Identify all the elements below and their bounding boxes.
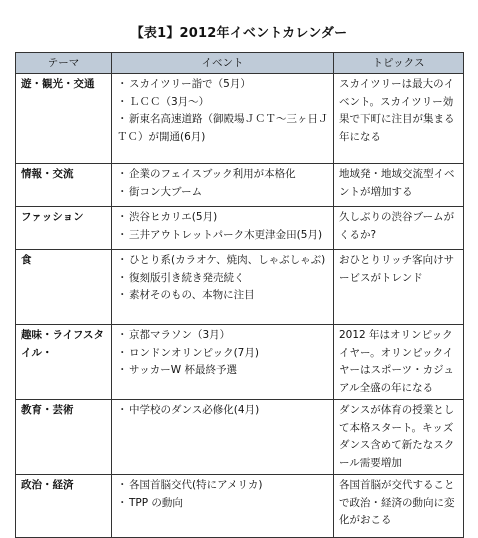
event-item bbox=[117, 94, 328, 112]
theme-cell: 食 bbox=[16, 250, 112, 325]
event-text: 復刻版引き続き発売続く bbox=[129, 271, 245, 284]
bullet-icon: ・ bbox=[117, 346, 128, 359]
bullet-icon: ・ bbox=[117, 289, 128, 301]
event-item bbox=[117, 287, 328, 305]
table-row bbox=[16, 164, 464, 207]
bullet-icon: ・ bbox=[117, 479, 128, 491]
bullet-icon: ・ bbox=[117, 113, 128, 125]
event-item bbox=[117, 166, 328, 184]
event-item bbox=[117, 252, 328, 270]
table-row bbox=[16, 400, 464, 475]
event-text: 渋谷ヒカリエ(5月) bbox=[129, 211, 218, 223]
table-row bbox=[16, 325, 464, 400]
event-text: 新東名高速道路（御殿場ＪＣＴ〜三ヶ日Ｊ bbox=[129, 113, 329, 125]
event-item bbox=[117, 184, 328, 202]
topics-cell: ダンスが体育の授業として本格スタート。キッズダンス含めて新たなスクール需要増加 bbox=[334, 400, 464, 475]
bullet-icon: ・ bbox=[117, 168, 128, 180]
event-item bbox=[117, 402, 328, 420]
theme-cell: 教育・芸術 bbox=[16, 400, 112, 475]
table-row bbox=[16, 207, 464, 250]
event-text: スカイツリー詣で（5月） bbox=[129, 78, 251, 90]
bullet-icon: ・ bbox=[117, 404, 128, 416]
bullet-icon: ・ bbox=[117, 78, 128, 90]
topics-cell: おひとりリッチ客向けサービスがトレンド bbox=[334, 250, 464, 325]
event-item bbox=[117, 227, 328, 245]
table-title: 【表1】2012年イベントカレンダー bbox=[130, 26, 348, 41]
event-item bbox=[117, 327, 328, 345]
event-cell bbox=[112, 164, 334, 207]
bullet-icon: ・ bbox=[117, 211, 128, 223]
topics-cell: 各国首脳が交代することで政治・経済の動向に変化がおこる bbox=[334, 475, 464, 538]
event-text: 企業のフェイスブック利用が本格化 bbox=[129, 168, 296, 180]
theme-cell: 政治・経済 bbox=[16, 475, 112, 538]
bullet-icon: ・ bbox=[117, 364, 128, 376]
header-topics: トピックス bbox=[334, 53, 464, 74]
table-row bbox=[16, 74, 464, 164]
bullet-icon: ・ bbox=[117, 329, 128, 341]
event-text: TPP の動向 bbox=[129, 496, 183, 509]
topics-cell: 久しぶりの渋谷ブームがくるか? bbox=[334, 207, 464, 250]
event-cell bbox=[112, 250, 334, 325]
table-row bbox=[16, 475, 464, 538]
event-text: 京都マラソン（3月） bbox=[129, 329, 231, 341]
event-cell bbox=[112, 74, 334, 164]
theme-cell: 趣味・ライフスタイル・ bbox=[16, 325, 112, 400]
bullet-icon: ・ bbox=[117, 254, 128, 266]
event-text: 街コン大ブーム bbox=[129, 185, 203, 198]
event-cell bbox=[112, 325, 334, 400]
event-text: 中学校のダンス必修化(4月) bbox=[129, 404, 260, 416]
topics-cell: 2012 年はオリンピックイヤー。オリンピックイヤーはスポーツ・カジュアル全盛の年になる bbox=[334, 325, 464, 400]
event-item bbox=[117, 111, 328, 129]
topics-cell: 地域発・地域交流型イベントが増加する bbox=[334, 164, 464, 207]
event-cell bbox=[112, 207, 334, 250]
event-text: 素材そのもの、本物に注目 bbox=[129, 289, 255, 301]
event-item bbox=[117, 76, 328, 94]
event-text: 三井アウトレットパーク木更津金田(5月) bbox=[129, 228, 323, 241]
theme-cell: 遊・観光・交通 bbox=[16, 74, 112, 164]
event-item bbox=[117, 270, 328, 288]
theme-cell: ファッション bbox=[16, 207, 112, 250]
event-text-continued: ＴＣ）が開通(6月) bbox=[117, 130, 206, 143]
event-calendar-table bbox=[15, 52, 464, 538]
event-cell bbox=[112, 400, 334, 475]
event-cell bbox=[112, 475, 334, 538]
event-item bbox=[117, 477, 328, 495]
theme-cell: 情報・交流 bbox=[16, 164, 112, 207]
header-theme: テーマ bbox=[16, 53, 112, 74]
event-item bbox=[117, 495, 328, 513]
table-row bbox=[16, 250, 464, 325]
header-event: イベント bbox=[112, 53, 334, 74]
event-text: ひとり系(カラオケ、焼肉、しゃぶしゃぶ) bbox=[129, 254, 326, 266]
event-text: サッカーW 杯最終予選 bbox=[129, 364, 238, 376]
event-text: 各国首脳交代(特にアメリカ) bbox=[129, 479, 263, 491]
bullet-icon: ・ bbox=[117, 185, 128, 198]
topics-cell: スカイツリーは最大のイベント。スカイツリー効果で下町に注目が集まる年になる bbox=[334, 74, 464, 164]
bullet-icon: ・ bbox=[117, 496, 128, 509]
header-row bbox=[16, 53, 464, 74]
bullet-icon: ・ bbox=[117, 228, 128, 241]
bullet-icon: ・ bbox=[117, 95, 128, 108]
event-text: ロンドンオリンピック(7月) bbox=[129, 346, 259, 359]
event-item bbox=[117, 209, 328, 227]
event-item bbox=[117, 345, 328, 363]
event-item bbox=[117, 362, 328, 380]
bullet-icon: ・ bbox=[117, 271, 128, 284]
event-text: ＬＣＣ（3月〜） bbox=[129, 95, 210, 108]
